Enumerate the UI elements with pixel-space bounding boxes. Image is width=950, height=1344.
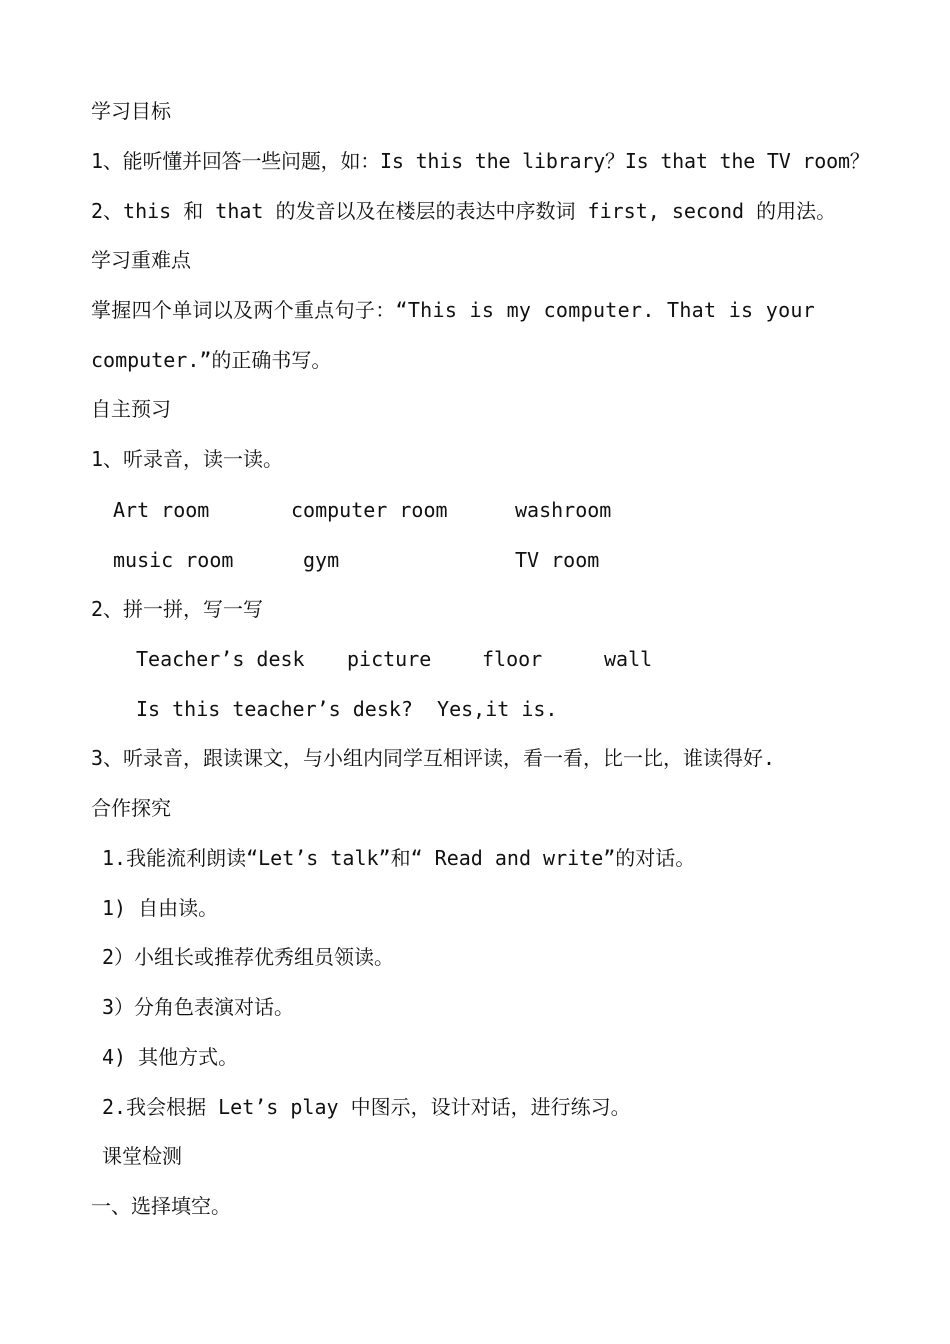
heading-class-check: 课堂检测: [102, 1144, 182, 1168]
check-item-1: 一、选择填空。: [91, 1194, 231, 1218]
vocab-word: computer room: [291, 498, 448, 522]
vocab-word: Art room: [113, 498, 210, 522]
vocab-word: TV room: [515, 548, 600, 572]
cooperation-item-2: 2.我会根据 Let’s play 中图示，设计对话，进行练习。: [102, 1095, 631, 1119]
example-sentence: Is this teacher’s desk? Yes,it is.: [136, 697, 558, 721]
preview-item-1: 1、听录音，读一读。: [91, 447, 284, 471]
heading-objectives: 学习目标: [91, 99, 171, 123]
heading-preview: 自主预习: [91, 397, 171, 421]
vocab-word: gym: [303, 548, 340, 572]
vocab-word: floor: [482, 647, 543, 671]
preview-item-2: 2、拼一拼，写一写: [91, 597, 264, 621]
cooperation-subitem-2: 2）小组长或推荐优秀组员领读。: [102, 945, 395, 969]
heading-key-points: 学习重难点: [91, 248, 191, 272]
objective-2: 2、this 和 that 的发音以及在楼层的表达中序数词 first, second 的用法。: [91, 199, 837, 223]
vocab-word: music room: [113, 548, 234, 572]
heading-cooperation: 合作探究: [91, 796, 171, 820]
key-point-line-2: computer.”的正确书写。: [91, 348, 332, 372]
cooperation-item-1: 1.我能流利朗读“Let’s talk”和“ Read and write”的对话。: [102, 846, 696, 870]
preview-item-3: 3、听录音，跟读课文，与小组内同学互相评读，看一看，比一比，谁读得好.: [91, 746, 776, 770]
vocab-word: Teacher’s desk: [136, 647, 305, 671]
vocab-word: washroom: [515, 498, 612, 522]
vocab-word: wall: [604, 647, 653, 671]
vocab-word: picture: [347, 647, 432, 671]
cooperation-subitem-4: 4) 其他方式。: [102, 1045, 239, 1069]
key-point-line-1: 掌握四个单词以及两个重点句子：“This is my computer. That is your: [91, 298, 816, 322]
cooperation-subitem-1: 1) 自由读。: [102, 896, 219, 920]
objective-1: 1、能听懂并回答一些问题，如：Is this the library？Is that the TV room？: [91, 149, 870, 173]
cooperation-subitem-3: 3）分角色表演对话。: [102, 995, 295, 1019]
